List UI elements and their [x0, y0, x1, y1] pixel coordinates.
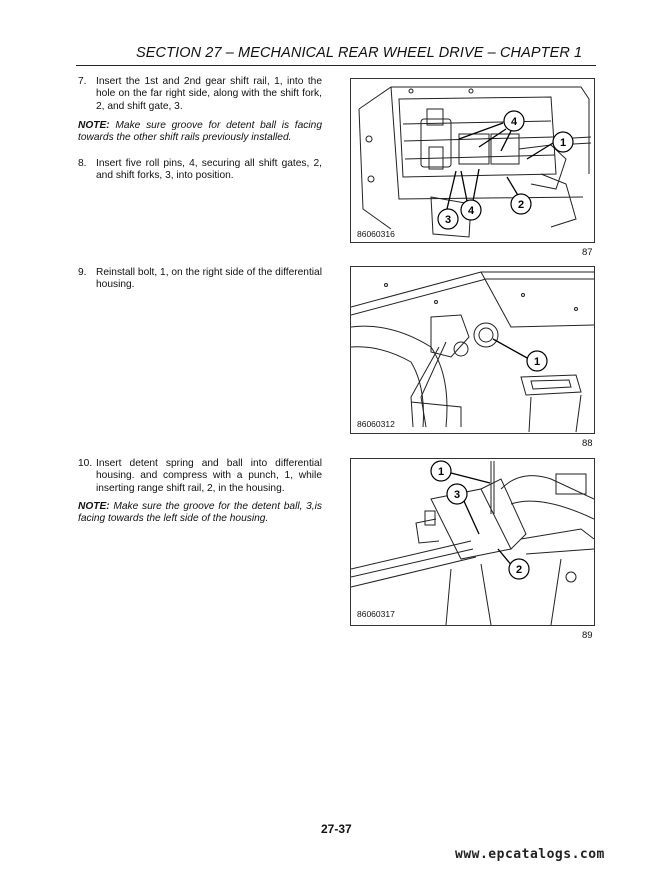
callout-4-upper: 4 — [510, 116, 518, 128]
callout-3: 3 — [444, 214, 452, 226]
note-2 — [78, 501, 322, 526]
header-rule — [76, 65, 596, 66]
figure-number: 88 — [582, 438, 593, 449]
figure-number: 87 — [582, 247, 593, 258]
callout-2: 2 — [515, 564, 523, 576]
figure-88-illustration — [351, 267, 594, 433]
note-text: Make sure groove for detent ball is facing towards the other shift rails previously installed. — [78, 120, 322, 144]
figure-number: 89 — [582, 630, 593, 641]
step-7 — [78, 76, 322, 113]
figure-87-illustration — [351, 79, 594, 242]
step-text: Insert detent spring and ball into differential housing. and compress with a punch, 1, while inserting range shift rail, 2, in the housing. — [96, 458, 322, 494]
page-number: 27-37 — [321, 822, 352, 836]
figure-code: 86060317 — [357, 609, 395, 619]
figure-87 — [350, 78, 595, 243]
callout-1: 1 — [533, 356, 541, 368]
note-text: Make sure the groove for the detent ball, 3,is facing towards the left side of the housing. — [78, 501, 322, 525]
figure-89 — [350, 458, 595, 626]
figure-code: 86060316 — [357, 229, 395, 239]
note-label: NOTE: — [78, 120, 110, 131]
step-number: 9. — [78, 267, 87, 278]
step-9 — [78, 267, 322, 292]
step-number: 8. — [78, 158, 87, 169]
step-text: Insert five roll pins, 4, securing all shift gates, 2, and shift forks, 3, into position. — [96, 158, 322, 182]
step-number: 7. — [78, 76, 87, 87]
step-text: Insert the 1st and 2nd gear shift rail, 1, into the hole on the far right side, along with the shift fork, 2, and shift gate, 3. — [96, 76, 322, 112]
watermark: www.epcatalogs.com — [455, 847, 605, 862]
callout-1: 1 — [559, 137, 567, 149]
step-text: Reinstall bolt, 1, on the right side of the differential housing. — [96, 267, 322, 291]
figure-code: 86060312 — [357, 419, 395, 429]
step-8 — [78, 158, 322, 183]
callout-1: 1 — [437, 466, 445, 478]
callout-4-lower: 4 — [467, 205, 475, 217]
figure-88 — [350, 266, 595, 434]
section-header: SECTION 27 – MECHANICAL REAR WHEEL DRIVE – CHAPTER 1 — [136, 45, 583, 61]
step-10 — [78, 458, 322, 495]
figure-89-illustration — [351, 459, 594, 625]
callout-3: 3 — [453, 489, 461, 501]
note-label: NOTE: — [78, 501, 110, 512]
callout-2: 2 — [517, 199, 525, 211]
note-1 — [78, 120, 322, 145]
step-number: 10. — [78, 458, 93, 469]
